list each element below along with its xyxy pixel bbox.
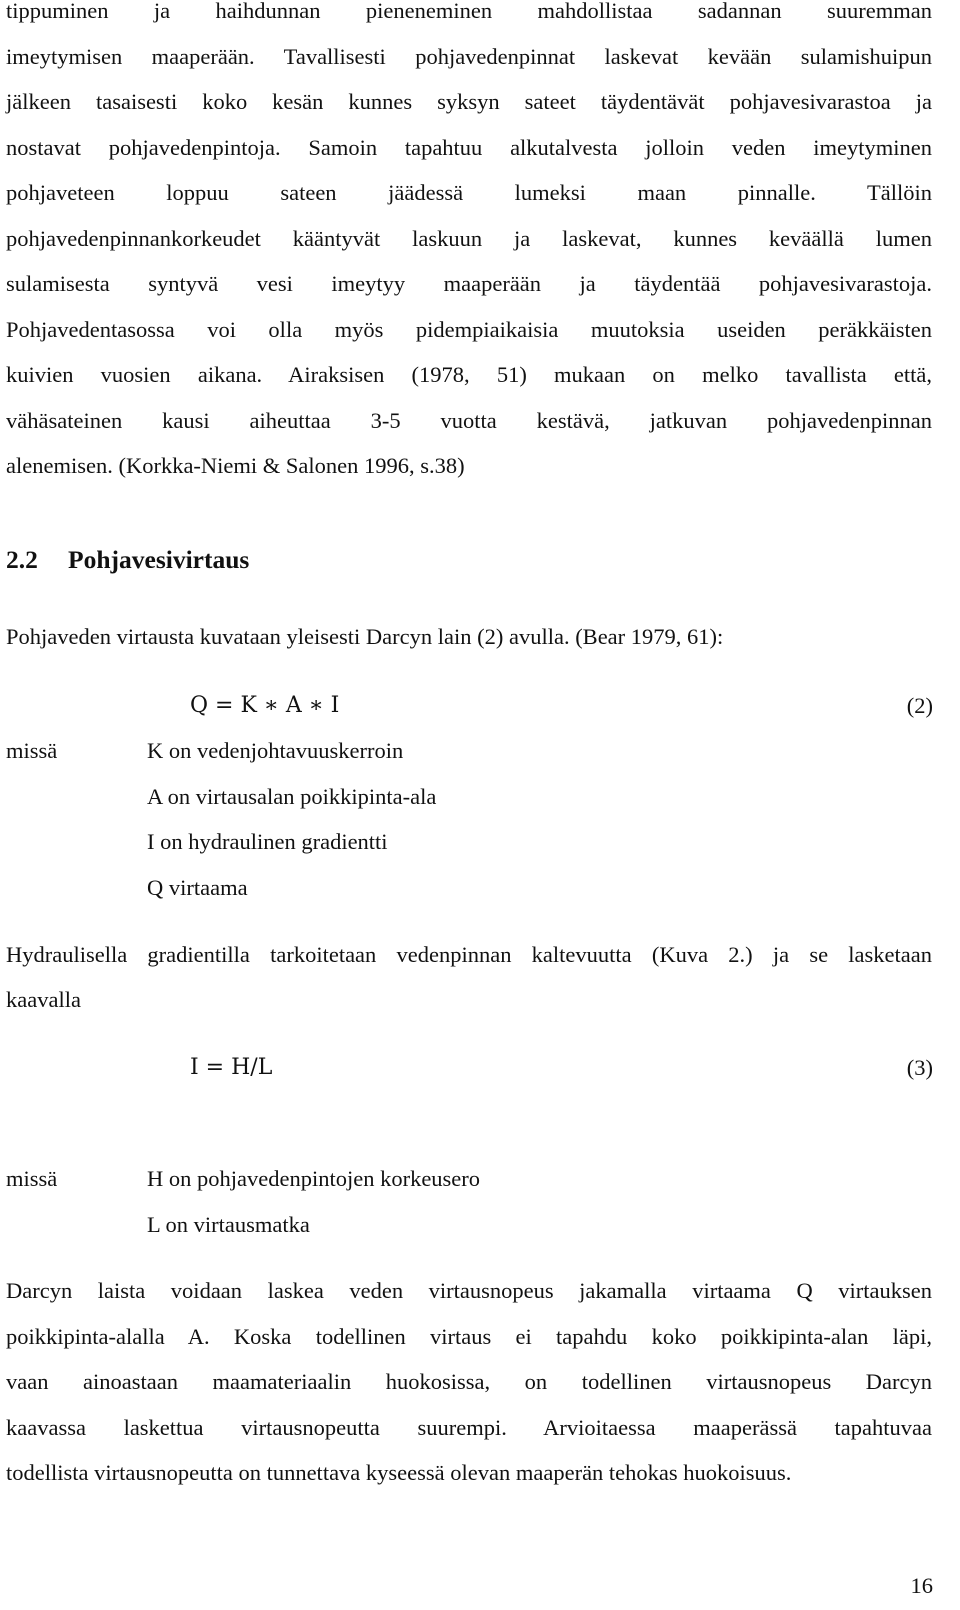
text-line: alenemisen. (Korkka-Niemi & Salonen 1996, s.38) [6,453,465,478]
definition-text: L on virtausmatka [147,1211,310,1237]
text-line: kaavassa laskettua virtausnopeutta suurempi. Arvioitaessa maaperässä tapahtuvaa [6,1414,932,1440]
text-line: sulamisesta syntyvä vesi imeytyy maaperään ja täydentää pohjavesivarastoja. [6,271,932,296]
definition-text: H on pohjavedenpintojen korkeusero [147,1166,481,1191]
text-line: kuivien vuosien aikana. Airaksisen (1978, 51) mukaan on melko tavallista että, [6,362,932,387]
section-number: 2.2 [6,545,38,574]
definition-row [6,822,932,868]
definition-key: missä [6,738,58,763]
text-line: tippuminen ja haihdunnan pieneneminen mahdollistaa sadannan suuremman [6,0,932,23]
paragraph-groundwater-levels [6,0,932,489]
section-heading [6,540,249,580]
text-line: todellista virtausnopeutta on tunnettava kyseessä olevan maaperän tehokas huokoisuus. [6,1460,792,1485]
definition-row [6,1159,932,1205]
text-line: pohjaveteen loppuu sateen jäädessä lumeksi maan pinnalle. Tällöin [6,180,932,205]
equation-2-number: (2) [906,693,933,718]
page-number: 16 [910,1573,933,1598]
definition-key: missä [6,1166,58,1191]
equation-2-formula: Q = K ∗ A ∗ I [190,693,340,718]
text-line: vähäsateinen kausi aiheuttaa 3-5 vuotta kestävä, jatkuvan pohjavedenpinnan [6,407,932,433]
text-line: pohjavedenpinnankorkeudet kääntyvät laskuun ja laskevat, kunnes keväällä lumen [6,225,932,251]
text-line: Hydraulisella gradientilla tarkoitetaan vedenpinnan kaltevuutta (Kuva 2.) ja se lasketaan [6,942,932,967]
definition-text: A on virtausalan poikkipinta-ala [147,783,437,809]
definition-row [6,1205,932,1251]
definition-row [6,731,932,777]
equation-3-number: (3) [906,1055,933,1080]
definition-text: Q virtaama [147,874,248,900]
definitions-equation-2 [6,731,932,913]
paragraph-hydraulic-gradient [6,932,932,1022]
definitions-equation-3 [6,1159,932,1250]
text-line: jälkeen tasaisesti koko kesän kunnes syksyn sateet täydentävät pohjavesivarastoa ja [6,89,932,114]
text-line: imeytymisen maaperään. Tavallisesti pohjavedenpinnat laskevat kevään sulamishuipun [6,43,932,69]
text-line: poikkipinta-alalla A. Koska todellinen virtaus ei tapahdu koko poikkipinta-alan läpi, [6,1323,932,1349]
definition-text: K on vedenjohtavuuskerroin [147,738,404,763]
text-line: vaan ainoastaan maamateriaalin huokosissa, on todellinen virtausnopeus Darcyn [6,1369,932,1394]
text-line: nostavat pohjavedenpintoja. Samoin tapahtuu alkutalvesta jolloin veden imeytyminen [6,134,932,160]
text-line: kaavalla [6,987,81,1012]
text-line: Darcyn laista voidaan laskea veden virtausnopeus jakamalla virtaama Q virtauksen [6,1278,932,1303]
definition-row [6,777,932,823]
section-title: Pohjavesivirtaus [68,545,250,574]
equation-3-formula: I = H/L [190,1055,273,1080]
text-line: Pohjavedentasossa voi olla myös pidempiaikaisia muutoksia useiden peräkkäisten [6,316,932,342]
paragraph-flow-velocity [6,1268,932,1496]
definition-row [6,868,932,914]
intro-sentence: Pohjaveden virtausta kuvataan yleisesti Darcyn lain (2) avulla. (Bear 1979, 61): [6,624,724,649]
definition-text: I on hydraulinen gradientti [147,829,388,854]
